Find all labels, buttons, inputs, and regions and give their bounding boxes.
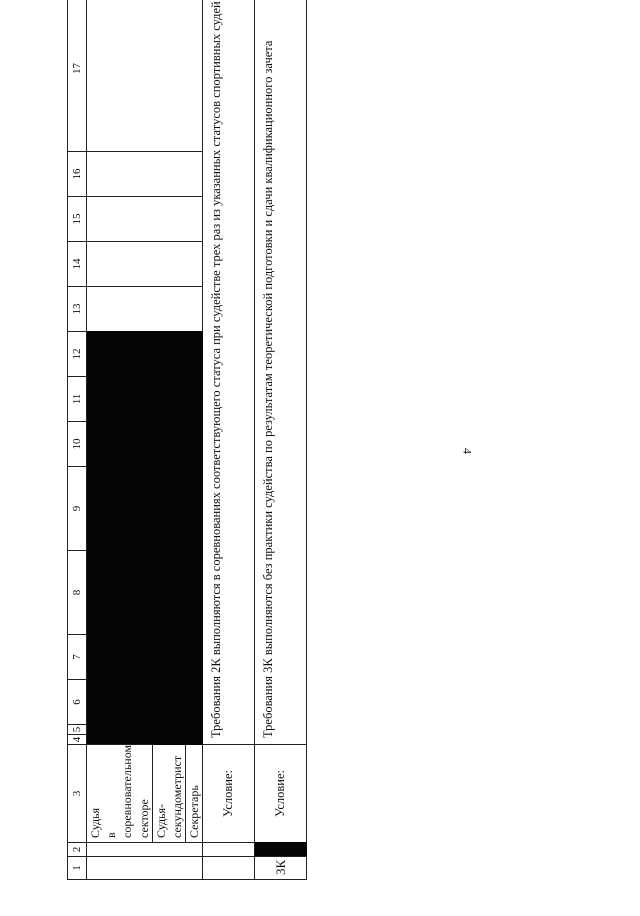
header-col-6: 6 — [68, 680, 87, 725]
condition-2k-label: Условие: — [203, 745, 255, 843]
header-col-5: 5 — [68, 725, 87, 735]
cell-col14-empty — [87, 242, 203, 287]
redacted-block — [87, 332, 203, 745]
condition-2k-text: Требования 2К выполняются в соревнованиях соответствующего статуса при судействе трех раз из указанных статусов спортивных судей — [203, 0, 255, 745]
cell-col16-empty — [87, 152, 203, 197]
header-col-7: 7 — [68, 635, 87, 680]
header-col-15: 15 — [68, 197, 87, 242]
header-col-3: 3 — [68, 745, 87, 843]
cell-2k-col1 — [203, 857, 255, 880]
header-row — [68, 0, 87, 880]
condition-3k-label: Условие: — [255, 745, 307, 843]
row-judge-sector — [87, 0, 153, 880]
secretary-label: Секретарь — [186, 745, 203, 843]
header-col-13: 13 — [68, 287, 87, 332]
header-col-4: 4 — [68, 735, 87, 745]
redacted-cell — [255, 843, 307, 857]
header-col-1: 1 — [68, 857, 87, 880]
condition-3k-text: Требования 3К выполняются без практики судейства по результатам теоретической подготовки и сдачи квалификационного зачета — [255, 0, 307, 745]
header-col-2: 2 — [68, 843, 87, 857]
document-table-sheet — [67, 1, 289, 880]
cell-col15-empty — [87, 197, 203, 242]
header-col-12: 12 — [68, 332, 87, 377]
header-col-16: 16 — [68, 152, 87, 197]
header-col-10: 10 — [68, 422, 87, 467]
cell-col17-empty — [87, 0, 203, 152]
row-condition-3k — [255, 0, 307, 880]
judge-timekeeper-label: Судья-секундометрист — [152, 745, 185, 843]
header-col-9: 9 — [68, 467, 87, 551]
header-col-17: 17 — [68, 0, 87, 152]
cell-2k-col2 — [203, 843, 255, 857]
header-col-14: 14 — [68, 242, 87, 287]
header-col-11: 11 — [68, 377, 87, 422]
header-col-8: 8 — [68, 551, 87, 635]
cell-col2-empty — [87, 843, 203, 857]
page-number: 4 — [460, 448, 475, 454]
judge-sector-label: Судья в соревновательном секторе — [87, 745, 153, 843]
cell-col13-empty — [87, 287, 203, 332]
row-condition-2k — [203, 0, 255, 880]
category-code-3k: 3К — [255, 857, 307, 880]
cell-col1-empty — [87, 857, 203, 880]
judge-requirements-table — [67, 0, 307, 880]
